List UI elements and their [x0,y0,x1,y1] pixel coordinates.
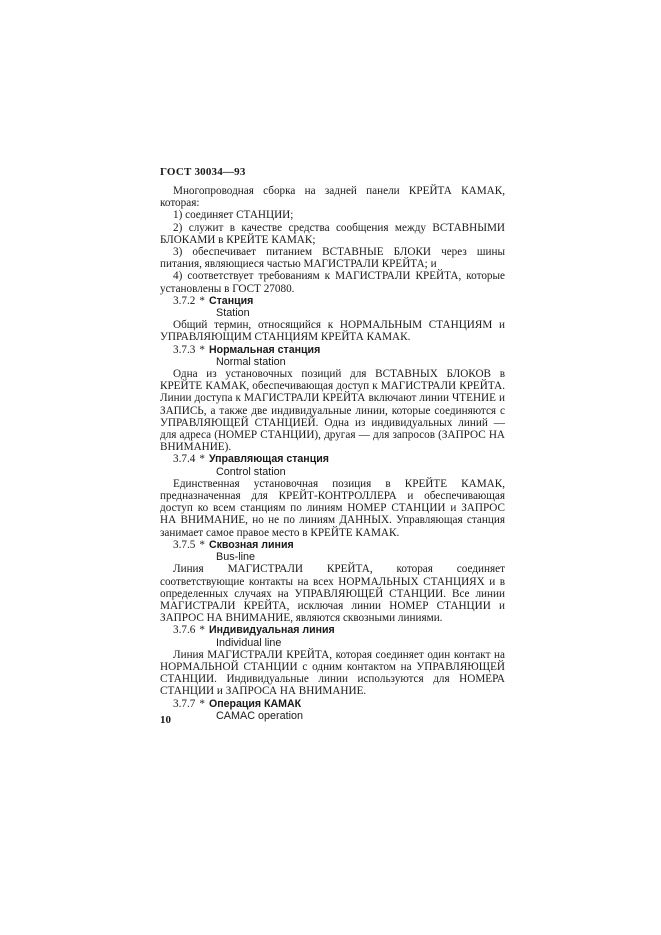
intro-item: 3) обеспечивает питанием ВСТАВНЫЕ БЛОКИ через шины питания, являющиеся частью МАГИСТРАЛИ КРЕЙТА; и [160,246,505,271]
term-title: Сквозная линия [208,538,294,551]
term-number: 3.7.5 [173,538,196,551]
document-body [160,185,505,722]
term-heading [160,698,505,710]
term-number: 3.7.3 [173,343,196,356]
page-number: 10 [160,714,171,726]
intro-item: 2) служит в качестве средства сообщения между ВСТАВНЫМИ БЛОКАМИ в КРЕЙТЕ КАМАК; [160,221,505,246]
term-number: 3.7.7 [173,697,196,710]
term-definition: Единственная установочная позиция в КРЕЙТЕ КАМАК, предназначенная для КРЕЙТ-КОНТРОЛЛЕРА и обеспечивающая доступ ко всем станциям по линиям НОМЕР СТАНЦИИ и ЗАПРОС НА ВНИМАНИЕ, но не по линиям ДАННЫХ. Управляющая станция занимает самое правое место в КРЕЙТЕ КАМАК. [160,477,505,539]
term-english: Bus-line [216,551,256,564]
term-english: Individual line [216,636,282,649]
document-header: ГОСТ 30034—93 [160,166,246,178]
term-heading [160,344,505,356]
term-star: * [199,343,205,356]
term-heading [160,295,505,307]
term-number: 3.7.2 [173,294,196,307]
term-title: Управляющая станция [208,453,329,466]
term-star: * [199,697,205,710]
term-star: * [199,538,205,551]
term-title: Операция КАМАК [208,697,302,710]
term-number: 3.7.4 [173,453,196,466]
term-title: Станция [208,294,254,307]
term-star: * [199,294,205,307]
term-english: Normal station [216,355,286,368]
term-definition: Линия МАГИСТРАЛИ КРЕЙТА, которая соединяет соответствующие контакты на всех НОРМАЛЬНЫХ СТАНЦИЯХ и в определенных случаях на УПРАВЛЯЮЩЕЙ СТАНЦИИ. Все линии МАГИСТРАЛИ КРЕЙТА, исключая линии НОМЕР СТАНЦИИ и ЗАПРОС НА ВНИМАНИЕ, являются сквозными линиями. [160,563,505,625]
term-heading [160,624,505,636]
term-english: Station [216,307,250,320]
term-heading [160,453,505,465]
intro-item: 4) соответствует требованиям к МАГИСТРАЛИ КРЕЙТА, которые установлены в ГОСТ 27080. [160,270,505,295]
term-star: * [199,624,205,637]
term-definition: Общий термин, относящийся к НОРМАЛЬНЫМ СТАНЦИЯМ и УПРАВЛЯЮЩИМ СТАНЦИЯМ КРЕЙТА КАМАК. [160,319,505,344]
intro-item: 1) соединяет СТАНЦИИ; [173,209,294,222]
term-heading [160,539,505,551]
term-number: 3.7.6 [173,624,196,637]
term-english: Control station [216,465,286,478]
term-definition: Одна из установочных позиций для ВСТАВНЫХ БЛОКОВ в КРЕЙТЕ КАМАК, обеспечивающая доступ к МАГИСТРАЛИ КРЕЙТА. Линии доступа к МАГИСТРАЛИ КРЕЙТА включают линии ЧТЕНИЕ и ЗАПИСЬ, а также две индивидуальные линии, которые соединяются с УПРАВЛЯЮЩЕЙ СТАНЦИЕЙ. Одна из индивидуальных линий — для адреса (НОМЕР СТАНЦИИ), другая — для запросов (ЗАПРОС НА ВНИМАНИЕ). [160,368,505,454]
term-star: * [199,453,205,466]
intro-paragraph: Многопроводная сборка на задней панели КРЕЙТА КАМАК, которая: [160,185,505,210]
term-definition: Линия МАГИСТРАЛИ КРЕЙТА, которая соединяет один контакт на НОРМАЛЬНОЙ СТАНЦИИ с одним контактом на УПРАВЛЯЮЩЕЙ СТАНЦИИ. Индивидуальные линии используются для НОМЕРА СТАНЦИИ и ЗАПРОСА НА ВНИМАНИЕ. [160,648,505,698]
term-title: Нормальная станция [208,343,321,356]
term-english: CAMAC operation [216,709,304,722]
term-title: Индивидуальная линия [208,624,335,637]
